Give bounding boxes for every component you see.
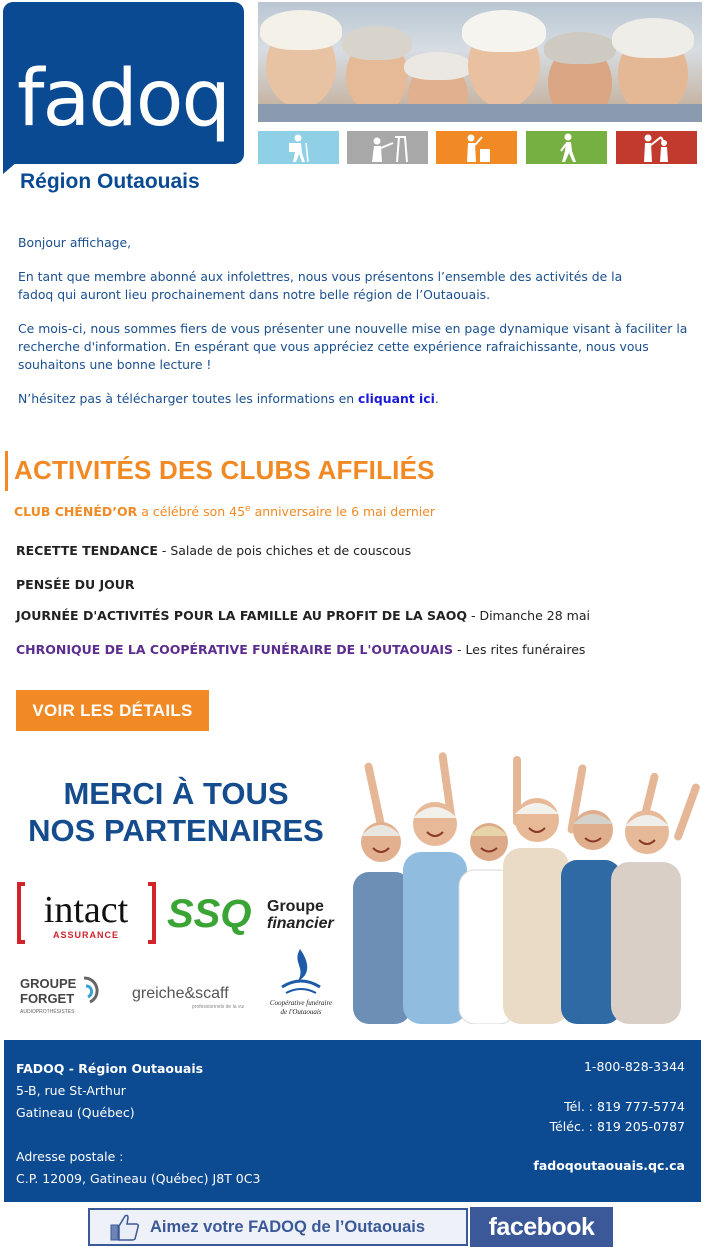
footer-address-1: 5-B, rue St-Arthur (16, 1083, 126, 1098)
coop-line2: de l'Outaouais (280, 1008, 322, 1016)
details-button[interactable]: VOIR LES DÉTAILS (16, 690, 209, 731)
activity-item-family-day[interactable] (16, 608, 590, 623)
ssq-logo[interactable] (167, 885, 337, 940)
forget-line1: GROUPE (20, 976, 77, 991)
club-sup: e (245, 504, 251, 514)
coop-line1: Coopérative funéraire (269, 999, 333, 1007)
fadoq-logo[interactable] (3, 2, 244, 164)
intro-paragraph-1-text: En tant que membre abonné aux infolettres, nous vous présentons l’ensemble des activités de la fadoq qui auront lieu prochainement dans notre belle région de l’Outaouais. (18, 269, 623, 302)
footer-org-name (16, 1061, 203, 1076)
activity-item-title: CHRONIQUE DE LA COOPÉRATIVE FUNÉRAIRE DE L'OUTAOUAIS (16, 642, 454, 657)
activity-item-detail: - Salade de pois chiches et de couscous (157, 543, 412, 558)
intro-paragraph-1 (18, 268, 638, 304)
footer-website[interactable] (533, 1158, 685, 1173)
intact-logo[interactable] (17, 882, 156, 944)
forget-line2: FORGET (20, 991, 75, 1006)
partners-title-line1: MERCI À TOUS (63, 776, 289, 811)
footer-org-name-text: FADOQ - Région Outaouais (16, 1061, 204, 1076)
footer-phone-toll[interactable]: 1-800-828-3344 (583, 1059, 685, 1074)
download-link[interactable]: cliquant ici (358, 391, 435, 406)
greeting: Bonjour affichage, (18, 235, 132, 250)
club-announcement[interactable] (14, 504, 435, 519)
activity-item-detail: - Dimanche 28 mai (466, 608, 590, 623)
section-accent-bar (5, 451, 8, 491)
club-text-b: anniversaire le 6 mai dernier (250, 504, 436, 520)
intro-paragraph-3-suffix: . (434, 391, 439, 406)
intro-text (18, 234, 698, 424)
intact-name: intact (43, 889, 129, 931)
greiche-sub: professionnels de la vue (192, 1004, 244, 1010)
facebook-like-text: Aimez votre FADOQ de l’Outaouais (150, 1217, 426, 1236)
intro-paragraph-2 (18, 320, 698, 374)
partners-title (8, 775, 344, 849)
footer-fax: Téléc. : 819 205-0787 (549, 1119, 685, 1134)
thumbs-up-icon (110, 1213, 140, 1241)
club-text-a: a célébré son 45 (137, 504, 246, 520)
hiker-icon (258, 131, 339, 164)
intro-paragraph-2-text: Ce mois-ci, nous sommes fiers de vous présenter une nouvelle mise en page dynamique visant à faciliter la recherche d'information. En espérant que vous appréciez cette expérience rafraichissante, nous vous souhaitons une bonne lecture ! (18, 321, 688, 372)
forget-sub: AUDIOPROTHÉSISTES (20, 1009, 75, 1015)
activity-item-recipe[interactable] (16, 543, 411, 558)
walker-icon (526, 131, 607, 164)
activity-item-title: JOURNÉE D'ACTIVITÉS POUR LA FAMILLE AU PROFIT DE LA SAOQ (16, 608, 467, 623)
family-icon (616, 131, 697, 164)
intro-paragraph-3 (18, 390, 698, 408)
cheering-seniors-photo (343, 752, 701, 1024)
ssq-sub2: financier (267, 915, 334, 932)
logo-text: fadoq (17, 54, 230, 144)
intro-paragraph-3-prefix: N’hésitez pas à télécharger toutes les informations en (18, 391, 359, 406)
ssq-sub1: Groupe (267, 898, 324, 915)
facebook-like-banner[interactable] (88, 1208, 468, 1246)
region-title: Région Outaouais (20, 170, 200, 193)
footer-address-2: Gatineau (Québec) (16, 1105, 135, 1120)
activity-item-thought[interactable] (16, 577, 135, 592)
footer (4, 1040, 701, 1202)
header-photo (258, 2, 702, 122)
ssq-name: SSQ (167, 892, 252, 936)
greiche-name: greiche&scaff (132, 985, 229, 1002)
facebook-brand-button[interactable]: facebook (470, 1207, 613, 1247)
activity-item-title: PENSÉE DU JOUR (16, 577, 135, 592)
footer-phone[interactable]: Tél. : 819 777-5774 (564, 1099, 685, 1114)
header (0, 0, 705, 200)
speaker-icon (436, 131, 517, 164)
partners-title-line2: NOS PARTENAIRES (28, 813, 324, 848)
intact-sub: ASSURANCE (52, 930, 120, 940)
cooperative-funeraire-logo[interactable] (262, 945, 340, 1017)
groupe-forget-logo[interactable] (18, 972, 106, 1016)
footer-website-text: fadoqoutaouais.qc.ca (533, 1158, 685, 1173)
activity-item-detail: - Les rites funéraires (453, 642, 586, 657)
activity-item-chronicle[interactable] (16, 642, 585, 657)
greiche-scaff-logo[interactable] (132, 978, 244, 1012)
painter-icon (347, 131, 428, 164)
club-name: CLUB CHÉNÉD’OR (14, 504, 138, 520)
footer-postal-value: C.P. 12009, Gatineau (Québec) J8T 0C3 (16, 1171, 261, 1186)
activity-item-title: RECETTE TENDANCE (16, 543, 158, 558)
activities-title: ACTIVITÉS DES CLUBS AFFILIÉS (14, 455, 435, 485)
footer-postal-label: Adresse postale : (16, 1149, 124, 1164)
